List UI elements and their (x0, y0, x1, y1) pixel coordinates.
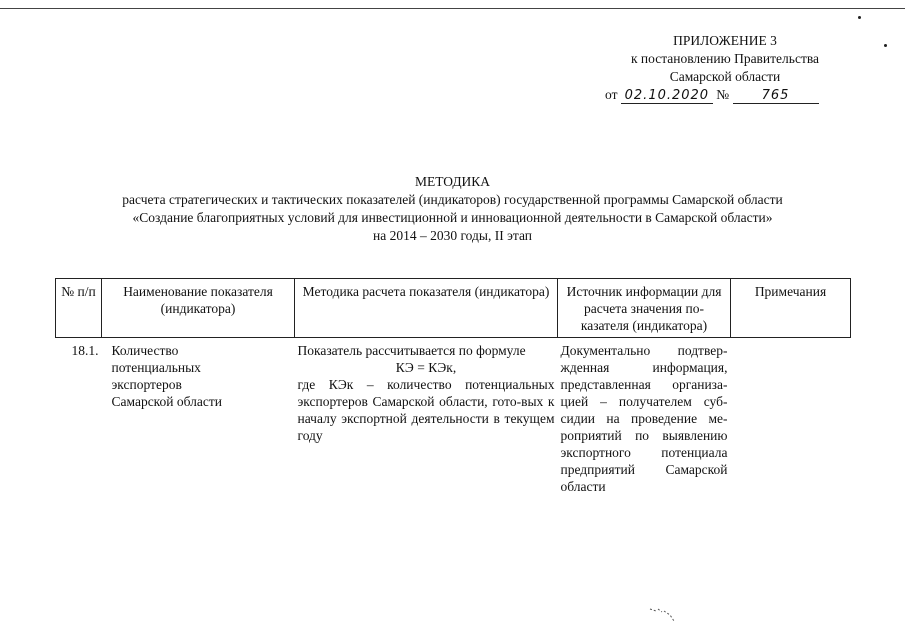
document-subtitle-2: «Создание благоприятных условий для инвестиционной и инновационной деятельности в Самарской области» (132, 210, 773, 225)
table-header-row (56, 279, 851, 338)
method-intro: Показатель рассчитывается по формуле (297, 343, 526, 358)
page-top-border (0, 8, 905, 9)
name-line: Количество (111, 343, 179, 358)
header-number: № п/п (56, 279, 102, 338)
name-line: Самарской области (111, 394, 223, 409)
scan-speck (858, 16, 861, 19)
name-line: потенциальных (111, 360, 201, 375)
document-subtitle-1: расчета стратегических и тактических показателей (индикаторов) государственной программы Самарской области (122, 192, 783, 207)
document-subtitle-3: на 2014 – 2030 годы, II этап (373, 228, 532, 243)
document-title: МЕТОДИКА (414, 174, 491, 189)
name-line: экспортеров (111, 377, 182, 392)
row-number: 18.1. (71, 343, 99, 358)
method-explanation: где КЭк – количество потенциальных экспортеров Самарской области, гото-вых к началу экспортной деятельности в текущем году (297, 377, 555, 443)
appendix-block (560, 32, 890, 86)
header-notes: Примечания (731, 279, 851, 338)
header-name: Наименование показателя (индикатора) (102, 279, 295, 338)
row-method (295, 338, 558, 496)
method-formula: КЭ = КЭк, (395, 360, 457, 375)
methodology-table (55, 278, 851, 495)
row-notes (731, 338, 851, 496)
date-prefix: от (605, 87, 618, 102)
document-heading (0, 173, 905, 245)
row-indicator-name (102, 338, 295, 496)
scan-mark (648, 603, 678, 623)
header-source: Источник информации для расчета значения по-казателя (индикатора) (558, 279, 731, 338)
table-row (56, 338, 851, 496)
appendix-title: ПРИЛОЖЕНИЕ 3 (673, 33, 777, 48)
decree-number: 765 (733, 89, 819, 104)
header-method: Методика расчета показателя (индикатора) (295, 279, 558, 338)
decree-date-number (605, 86, 835, 104)
row-source: Документально подтвер-жденная информация, представленная организа-цией – получателем суб-сидии на проведение ме-роприятий по выявлению экспортного потенциала предприятий Самарской области (560, 343, 728, 494)
number-prefix: № (716, 87, 730, 102)
decree-date: 02.10.2020 (621, 89, 713, 104)
appendix-line-3: Самарской области (669, 69, 781, 84)
appendix-line-2: к постановлению Правительства (630, 51, 820, 66)
